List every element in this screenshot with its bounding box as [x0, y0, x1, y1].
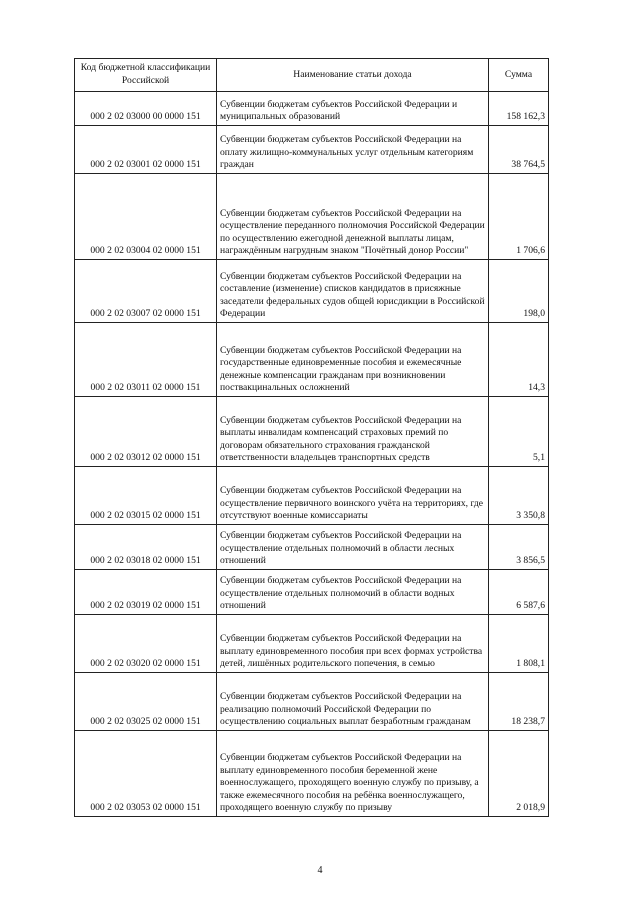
row-name: Субвенции бюджетам субъектов Российской Федерации на оплату жилищно-коммунальных услуг отдельным категориям граждан	[217, 126, 489, 174]
table-row	[75, 570, 549, 615]
row-sum: 6 587,6	[489, 570, 549, 615]
row-name: Субвенции бюджетам субъектов Российской Федерации и муниципальных образований	[217, 92, 489, 126]
table-row	[75, 323, 549, 397]
revenue-table	[74, 58, 549, 817]
header-code: Код бюджетной классификации Российской	[75, 59, 217, 92]
table-row	[75, 92, 549, 126]
row-sum: 3 350,8	[489, 467, 549, 525]
row-code: 000 2 02 03004 02 0000 151	[75, 174, 217, 260]
row-code: 000 2 02 03011 02 0000 151	[75, 323, 217, 397]
row-code: 000 2 02 03012 02 0000 151	[75, 397, 217, 467]
table-row	[75, 731, 549, 817]
row-name: Субвенции бюджетам субъектов Российской Федерации на выплату единовременного пособия беременной жене военнослужащего, проходящего военную службу по призыву, а также ежемесячного пособия на ребёнка военнослужащего, проходящего военную службу по призыву	[217, 731, 489, 817]
row-sum: 158 162,3	[489, 92, 549, 126]
row-sum: 2 018,9	[489, 731, 549, 817]
row-name: Субвенции бюджетам субъектов Российской Федерации на государственные единовременные пособия и ежемесячные денежные компенсации гражданам при возникновении поствакцинальных осложнений	[217, 323, 489, 397]
row-code: 000 2 02 03015 02 0000 151	[75, 467, 217, 525]
page-number: 4	[317, 865, 323, 876]
row-name: Субвенции бюджетам субъектов Российской Федерации на осуществление отдельных полномочий в области лесных отношений	[217, 525, 489, 570]
row-sum: 14,3	[489, 323, 549, 397]
row-name: Субвенции бюджетам субъектов Российской Федерации на составление (изменение) списков кандидатов в присяжные заседатели федеральных судов общей юрисдикции в Российской Федерации	[217, 260, 489, 323]
table-row	[75, 615, 549, 673]
row-sum: 1 706,6	[489, 174, 549, 260]
table-row	[75, 126, 549, 174]
row-code: 000 2 02 03018 02 0000 151	[75, 525, 217, 570]
header-sum: Сумма	[489, 59, 549, 92]
row-sum: 1 808,1	[489, 615, 549, 673]
row-name: Субвенции бюджетам субъектов Российской Федерации на осуществление переданного полномочия Российской Федерации по осуществлению ежегодной денежной выплаты лицам, награждённым нагрудным знаком "Почётный донор России"	[217, 174, 489, 260]
row-code: 000 2 02 03020 02 0000 151	[75, 615, 217, 673]
row-sum: 3 856,5	[489, 525, 549, 570]
row-sum: 38 764,5	[489, 126, 549, 174]
row-code: 000 2 02 03007 02 0000 151	[75, 260, 217, 323]
table-row	[75, 673, 549, 731]
row-sum: 198,0	[489, 260, 549, 323]
row-code: 000 2 02 03000 00 0000 151	[75, 92, 217, 126]
table-row	[75, 397, 549, 467]
table-row	[75, 467, 549, 525]
table-row	[75, 525, 549, 570]
row-sum: 5,1	[489, 397, 549, 467]
row-name: Субвенции бюджетам субъектов Российской Федерации на осуществление первичного воинского учёта на территориях, где отсутствуют военные комиссариаты	[217, 467, 489, 525]
table-header-row	[75, 59, 549, 92]
row-code: 000 2 02 03053 02 0000 151	[75, 731, 217, 817]
row-code: 000 2 02 03025 02 0000 151	[75, 673, 217, 731]
header-name: Наименование статьи дохода	[217, 59, 489, 92]
row-name: Субвенции бюджетам субъектов Российской Федерации на осуществление отдельных полномочий в области водных отношений	[217, 570, 489, 615]
table-row	[75, 174, 549, 260]
row-sum: 18 238,7	[489, 673, 549, 731]
row-code: 000 2 02 03001 02 0000 151	[75, 126, 217, 174]
table-row	[75, 260, 549, 323]
row-name: Субвенции бюджетам субъектов Российской Федерации на реализацию полномочий Российской Федерации по осуществлению социальных выплат безработным гражданам	[217, 673, 489, 731]
row-name: Субвенции бюджетам субъектов Российской Федерации на выплату единовременного пособия при всех формах устройства детей, лишённых родительского попечения, в семью	[217, 615, 489, 673]
row-code: 000 2 02 03019 02 0000 151	[75, 570, 217, 615]
row-name: Субвенции бюджетам субъектов Российской Федерации на выплаты инвалидам компенсаций страховых премий по договорам обязательного страхования гражданской ответственности владельцев транспортных средств	[217, 397, 489, 467]
